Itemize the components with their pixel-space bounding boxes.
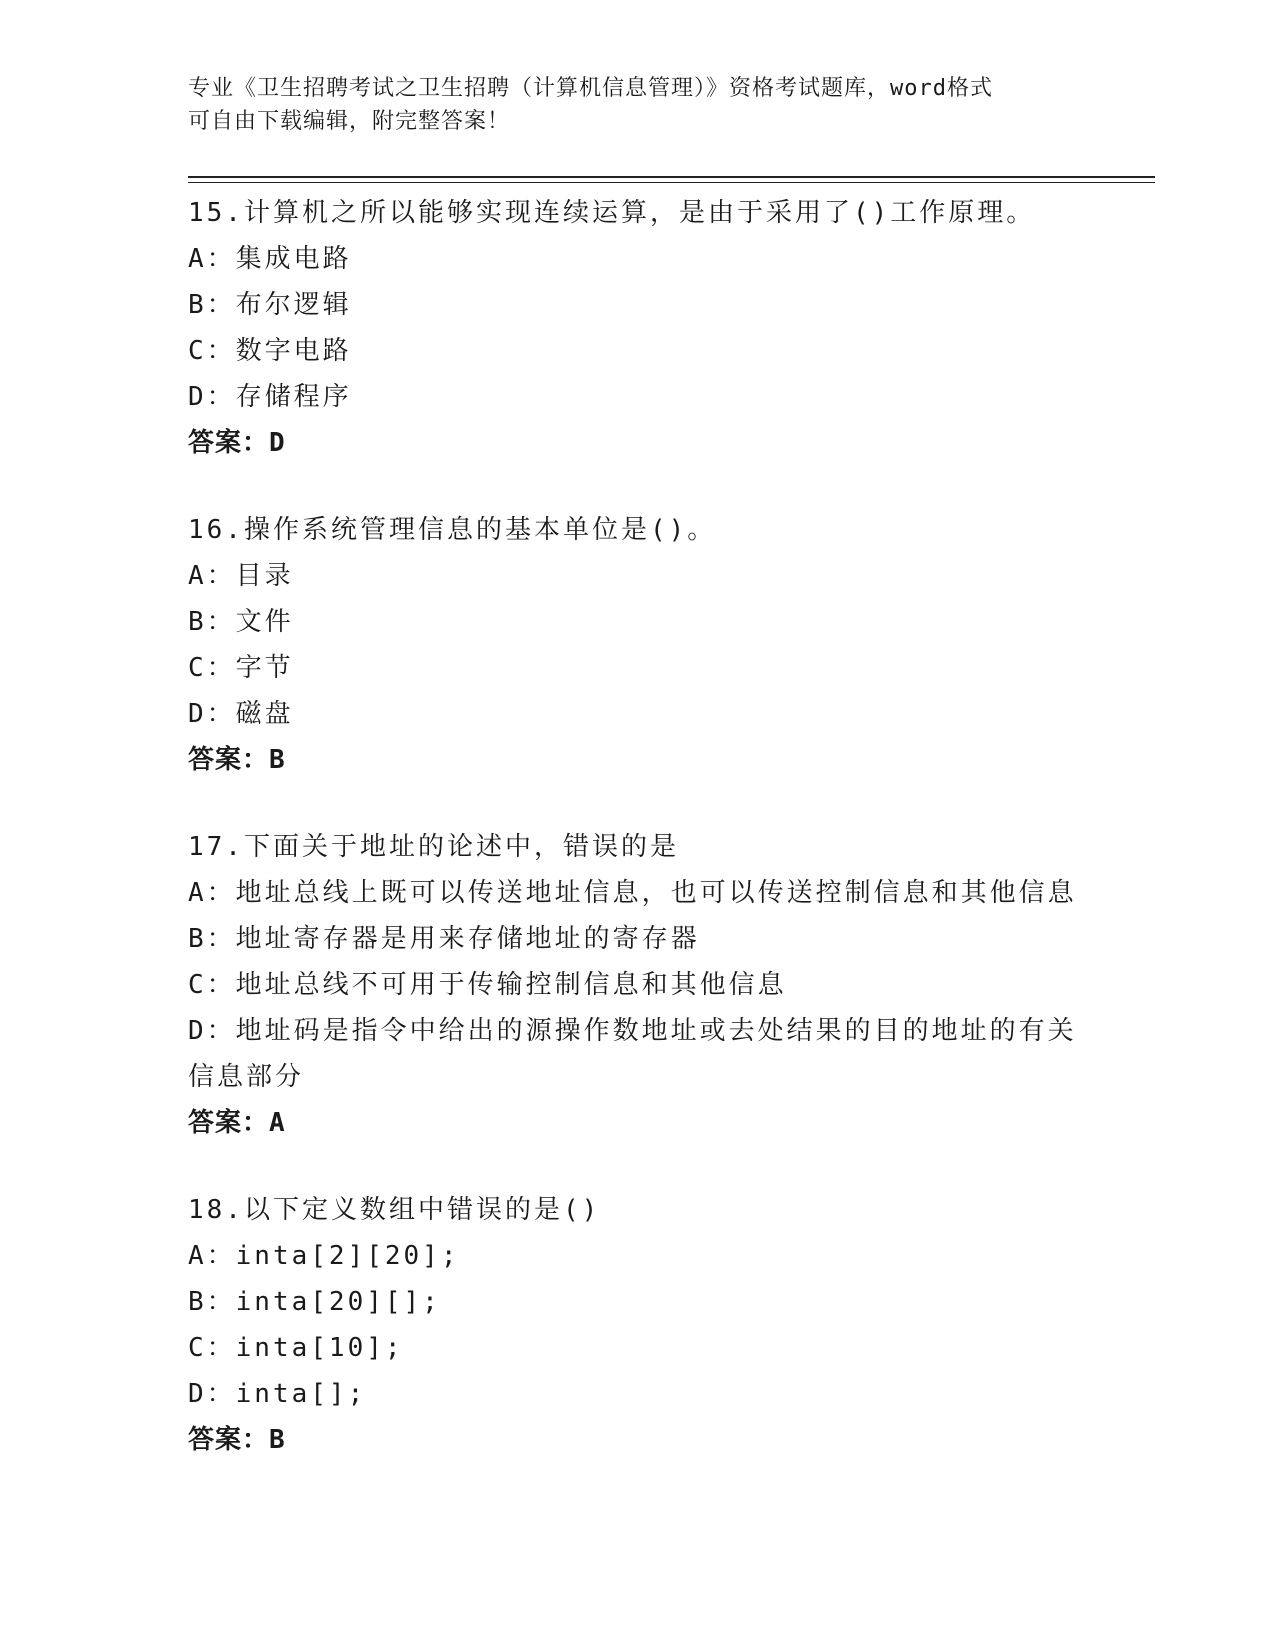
option-b: B：inta[20][];: [188, 1287, 441, 1317]
question-stem: 15.计算机之所以能够实现连续运算，是由于采用了()工作原理。: [188, 198, 1036, 228]
question-16: [188, 507, 1088, 783]
option-b: B：文件: [188, 607, 294, 637]
header-rule-thin: [188, 182, 1155, 183]
option-d: D：磁盘: [188, 699, 294, 729]
option-d: D：存储程序: [188, 382, 352, 412]
header-rule-thick: [188, 176, 1155, 178]
question-stem: 17.下面关于地址的论述中，错误的是: [188, 832, 679, 862]
option-a: A：目录: [188, 561, 294, 591]
header-line-2: 可自由下载编辑，附完整答案！: [188, 109, 511, 134]
option-d: D：地址码是指令中给出的源操作数地址或去处结果的目的地址的有关信息部分: [188, 1016, 1077, 1092]
answer: 答案：B: [188, 745, 286, 775]
option-a: A：inta[2][20];: [188, 1241, 460, 1271]
option-c: C：数字电路: [188, 336, 352, 366]
option-b: B：布尔逻辑: [188, 290, 352, 320]
option-a: A：地址总线上既可以传送地址信息，也可以传送控制信息和其他信息: [188, 878, 1077, 908]
option-d: D：inta[];: [188, 1379, 367, 1409]
answer: 答案：B: [188, 1425, 286, 1455]
question-list: [188, 190, 1088, 1504]
header-line-1: 专业《卫生招聘考试之卫生招聘（计算机信息管理）》资格考试题库，word格式: [188, 76, 993, 101]
option-a: A：集成电路: [188, 244, 352, 274]
question-18: [188, 1187, 1088, 1463]
option-c: C：地址总线不可用于传输控制信息和其他信息: [188, 970, 787, 1000]
option-c: C：字节: [188, 653, 294, 683]
question-stem: 18.以下定义数组中错误的是(): [188, 1195, 601, 1225]
option-c: C：inta[10];: [188, 1333, 404, 1363]
answer: 答案：D: [188, 428, 286, 458]
question-stem: 16.操作系统管理信息的基本单位是()。: [188, 515, 717, 545]
question-15: [188, 190, 1088, 466]
document-header: [188, 72, 1088, 138]
option-b: B：地址寄存器是用来存储地址的寄存器: [188, 924, 700, 954]
question-17: [188, 824, 1088, 1146]
answer: 答案：A: [188, 1108, 286, 1138]
